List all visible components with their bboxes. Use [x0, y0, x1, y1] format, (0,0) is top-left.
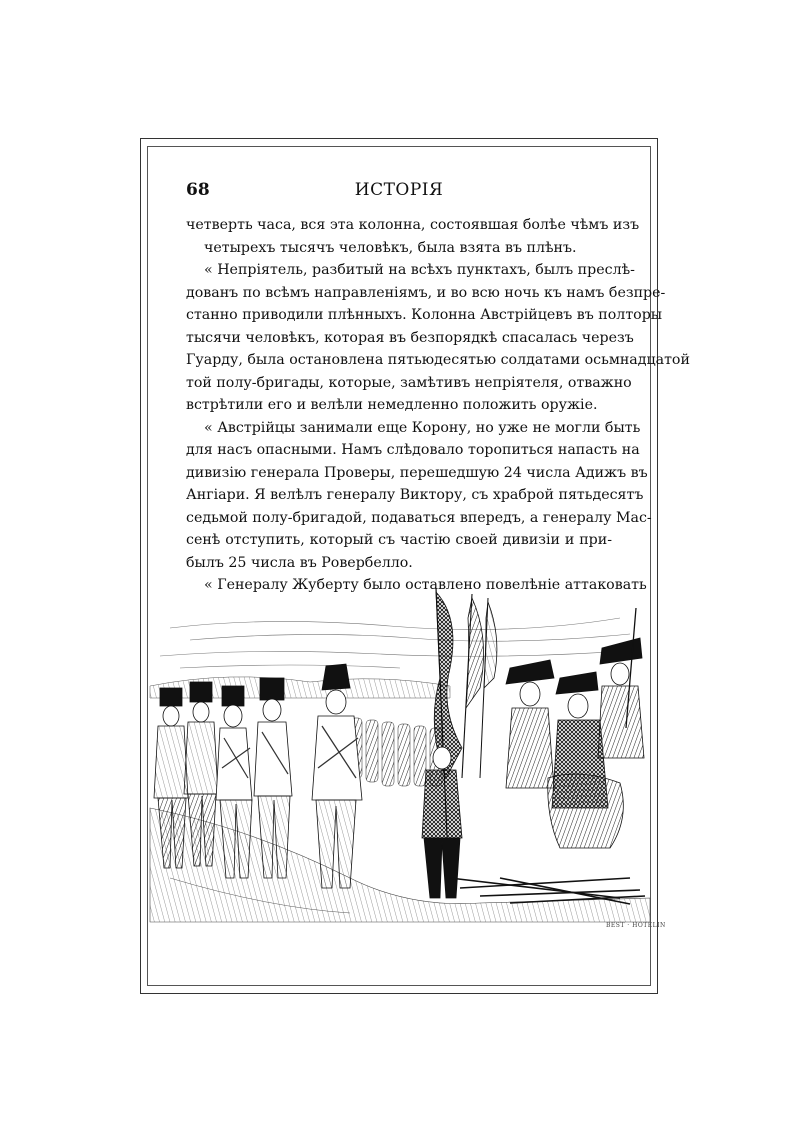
text-line: встрѣтили его и велѣли немедленно положить оружіе.	[186, 397, 598, 413]
text-line: былъ 25 числа въ Ровербелло.	[186, 554, 413, 571]
text-line: четверть часа, вся эта колонна, состоявшая болѣе чѣмъ изъ	[186, 217, 640, 233]
text-line: Гуарду, была остановлена пятьюдесятью солдатами осьмнадцатой	[186, 352, 690, 368]
text-line: « Генералу Жуберту было оставлено повелѣніе аттаковать	[204, 577, 647, 593]
text-line: четырехъ тысячъ человѣкъ, была взята въ плѣнъ.	[204, 239, 577, 256]
body-text	[186, 214, 690, 597]
text-line: дивизію генерала Проверы, перешедшую 24 числа Адижъ въ	[186, 464, 648, 481]
text-line: Ангіари. Я велѣлъ генералу Виктору, съ храброй пятьдесятъ	[186, 487, 644, 503]
page-number: 68	[186, 180, 210, 200]
text-line: сенѣ отступить, который съ частію своей дивизіи и при-	[186, 532, 612, 548]
french-officers	[506, 608, 644, 848]
text-line: тысячи человѣкъ, которая въ безпорядкѣ спасалась черезъ	[186, 329, 634, 346]
text-line: дованъ по всѣмъ направленіямъ, и во всю ночь къ намъ безпре-	[186, 284, 666, 301]
soldier-with-flag	[422, 747, 462, 898]
engraving-soldiers-surrender	[150, 578, 650, 922]
text-line: седьмой полу-бригадой, подаваться впередъ, а генералу Мас-	[186, 509, 652, 526]
text-line: « Непріятель, разбитый на всѣхъ пунктахъ, былъ преслѣ-	[204, 262, 635, 278]
sky	[160, 618, 640, 668]
engraver-signature: BEST · HOTELIN	[606, 922, 666, 929]
text-line: той полу-бригады, которые, замѣтивъ непріятеля, отважно	[186, 374, 632, 391]
running-title: ИСТОРІЯ	[354, 180, 444, 200]
text-line: для насъ опасными. Намъ слѣдовало торопиться напасть на	[186, 442, 640, 458]
text-line: станно приводили плѣнныхъ. Колонна Австрійцевъ въ полторы	[186, 307, 663, 323]
text-line: « Австрійцы занимали еще Корону, но уже не могли быть	[204, 419, 641, 436]
page-header	[186, 180, 612, 208]
